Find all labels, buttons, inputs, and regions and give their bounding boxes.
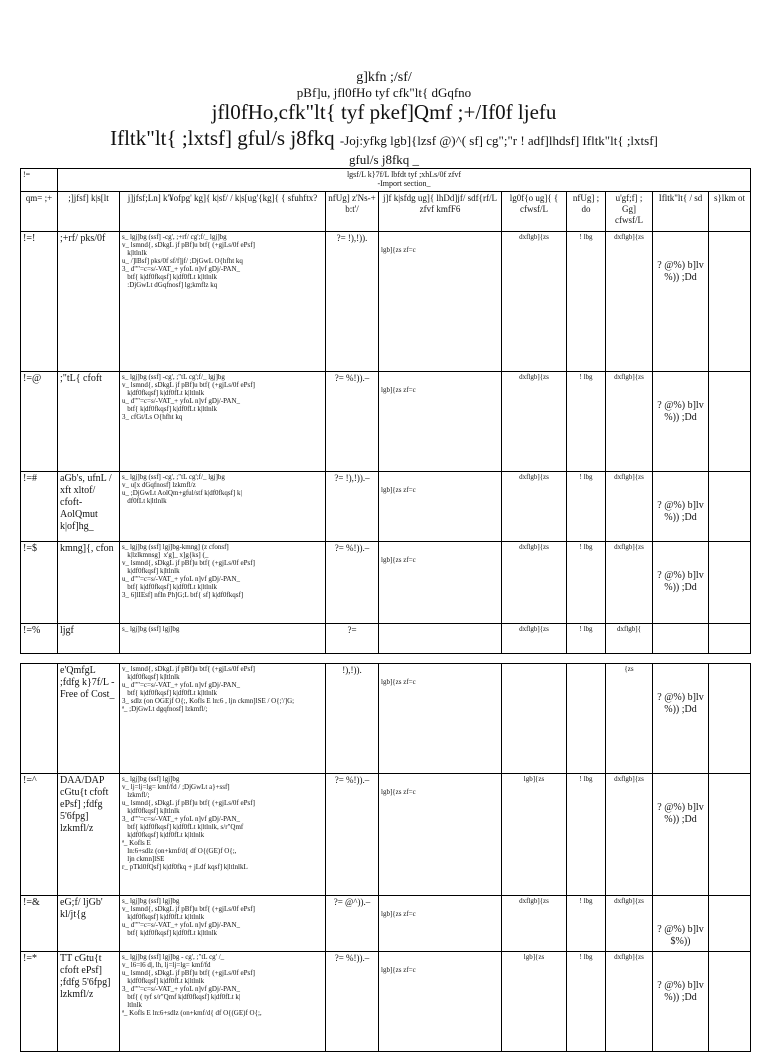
handler-cell bbox=[379, 624, 502, 654]
charter-title-note: -Joj:yfkg lgb]{lzsf @)^( sf] cg";"r ! adf]lhdsf] Ifltk"lt{ ;lxtsf] bbox=[339, 133, 658, 148]
document-item: ª_ Kofls E ln:6+sdlz (on+kmf/d{ df O{(GE)f O{;, bbox=[122, 1009, 262, 1017]
fee-cell: ?= %!)).– bbox=[326, 952, 379, 1052]
document-item: lzkmfl/; bbox=[122, 791, 150, 799]
table-row bbox=[21, 542, 751, 624]
decider-cell: dxflgb]{zs bbox=[502, 372, 567, 472]
time-cell: ! lbg bbox=[567, 896, 606, 952]
required-documents bbox=[120, 774, 326, 896]
compensation-cell: ? @%) b]lv %)) ;Dd bbox=[653, 372, 709, 472]
service-name: ;+rf/ pks/0f bbox=[58, 232, 120, 372]
decider-cell: lgb]{zs bbox=[502, 774, 567, 896]
remarks-cell bbox=[709, 896, 751, 952]
required-documents bbox=[120, 472, 326, 542]
grievance-cell: dxflgb]{zs bbox=[606, 542, 653, 624]
document-item: k|df0fkqsf] k|df0fLt k|ltlnlk bbox=[122, 831, 205, 839]
document-item: v_ l6=l6 d|, lh, lj=lj=lg= kmf/fd bbox=[122, 961, 211, 969]
remarks-cell bbox=[709, 952, 751, 1052]
document-item: 3_ d""=c=s/-VAT_+ yfoL n]vf gDj/-PAN_ bbox=[122, 265, 241, 273]
column-header-3: j]jfsf;Ln] k'¥ofpg' kg]{ k|sf/ / k|s[ug'{kg]{ { sfuhftx? bbox=[120, 192, 326, 232]
document-item: u_ lsmnd{, sDkgL jf pBf]u btf{ (+gjLs/0f ePsf] bbox=[122, 969, 255, 977]
document-list bbox=[122, 775, 323, 871]
document-item: s_ lgj]bg (ssf] lgj]bg - cg', ;"tL cg' /_ bbox=[122, 953, 225, 961]
document-list bbox=[122, 373, 323, 421]
document-item: u_ d""=c=s/-VAT_+ yfoL n]vf gDj/-PAN_ bbox=[122, 921, 241, 929]
document-item: v_ lsmnd{, sDkgL jf pBf]u btf{ (+gjLs/0f ePsf] bbox=[122, 905, 255, 913]
grievance-cell: {zs bbox=[606, 664, 653, 774]
column-header-10: s}lkm ot bbox=[709, 192, 751, 232]
handler-cell: lgb]{zs zf=c bbox=[379, 372, 502, 472]
section-subtitle: -Import section_ bbox=[377, 179, 431, 188]
compensation-cell bbox=[653, 624, 709, 654]
grievance-cell: dxflgb]{ bbox=[606, 624, 653, 654]
document-item: u_ lsmnd{, sDkgL jf pBf]u btf{ (+gjLs/0f ePsf] bbox=[122, 799, 255, 807]
document-item: v_ lsmnd{, sDkgL jf pBf]u btf{ (+gjLs/0f ePsf] bbox=[122, 665, 255, 673]
document-item: u_ /]lBsf] pks/0f sf/f]jf/ ;DjGwL O{hfht kq bbox=[122, 257, 243, 265]
grievance-cell: dxflgb]{zs bbox=[606, 952, 653, 1052]
row-number: !=! bbox=[21, 232, 58, 372]
document-item: btf{ k|df0fkqsf] k|df0fLt k|ltlnlk bbox=[122, 929, 218, 937]
decider-cell: dxflgb]{zs bbox=[502, 472, 567, 542]
remarks-cell bbox=[709, 472, 751, 542]
decider-cell: dxflgb]{zs bbox=[502, 896, 567, 952]
service-name: aGb's, ufnL / xft xltof/ cfoft- AolQmut k|of]hg_ bbox=[58, 472, 120, 542]
document-item: v_ lsmnd{, sDkgL jf pBf]u btf{ (+gjLs/0f ePsf] bbox=[122, 241, 255, 249]
document-item: s_ lgj]bg (ssf] -cg', ;"tL cg';f/_ lgj]bg bbox=[122, 373, 225, 381]
time-cell bbox=[567, 664, 606, 774]
table-row bbox=[21, 372, 751, 472]
document-list bbox=[122, 233, 323, 289]
fee-cell: ?= %!)).– bbox=[326, 372, 379, 472]
service-name: ;"tL{ cfoft bbox=[58, 372, 120, 472]
handler-cell: lgb]{zs zf=c bbox=[379, 472, 502, 542]
handler-cell: lgb]{zs zf=c bbox=[379, 952, 502, 1052]
column-header-2: ;]jfsf] k|s[lt bbox=[58, 192, 120, 232]
charter-subtitle: gful/s j8fkq _ bbox=[348, 152, 420, 167]
grievance-cell: dxflgb]{zs bbox=[606, 774, 653, 896]
document-list bbox=[122, 543, 323, 599]
document-item: k|lzlkmnsg] x'g]_ x]g{ks] (_ bbox=[122, 551, 209, 559]
compensation-cell: ? @%) b]lv %)) ;Dd bbox=[653, 232, 709, 372]
document-item: k|df0fkqsf] k|ltlnlk bbox=[122, 567, 180, 575]
document-item: 3_ d""=c=s/-VAT_+ yfoL n]vf gDj/-PAN_ bbox=[122, 985, 241, 993]
document-item: 3_ d""=c=s/-VAT_+ yfoL n]vf gDj/-PAN_ bbox=[122, 815, 241, 823]
document-list bbox=[122, 953, 323, 1017]
remarks-cell bbox=[709, 774, 751, 896]
row-number: !=^ bbox=[21, 774, 58, 896]
section-title-cell bbox=[58, 169, 751, 192]
document-item: s_ lgj]bg (ssf] lgj]bg bbox=[122, 897, 180, 905]
document-list bbox=[122, 473, 323, 505]
table-row bbox=[21, 774, 751, 896]
row-number: !=@ bbox=[21, 372, 58, 472]
compensation-cell: ? @%) b]lv $%)) bbox=[653, 896, 709, 952]
document-item: s_ lgj]bg (ssf] lgj]bg bbox=[122, 775, 180, 783]
service-table-bottom bbox=[20, 663, 751, 1052]
time-cell: ! lbg bbox=[567, 774, 606, 896]
document-list bbox=[122, 897, 323, 937]
column-header-row bbox=[21, 192, 751, 232]
grievance-cell: dxflgb]{zs bbox=[606, 372, 653, 472]
document-item: u_ d""=c=s/-VAT_+ yfoL n]vf gDj/-PAN_ bbox=[122, 681, 241, 689]
fee-cell: ?= !),!)). bbox=[326, 232, 379, 372]
document-item: ª_ Kofls E bbox=[122, 839, 151, 847]
time-cell: ! lbg bbox=[567, 624, 606, 654]
required-documents bbox=[120, 952, 326, 1052]
column-header-7: nfUg] ; do bbox=[567, 192, 606, 232]
time-cell: ! lbg bbox=[567, 952, 606, 1052]
document-item: v_ lsmnd{, sDkgL jf pBf]u btf{ (+gjLs/0f ePsf] bbox=[122, 381, 255, 389]
document-item: s_ lgj]bg (ssf] -cg', ;"tL cg';f/_ lgj]bg bbox=[122, 473, 225, 481]
document-item: df0fLt k|ltlnlk bbox=[122, 497, 167, 505]
document-item: k|df0fkqsf] k|ltlnlk bbox=[122, 807, 180, 815]
required-documents bbox=[120, 664, 326, 774]
table-row bbox=[21, 232, 751, 372]
column-header-8: u'gf;f] ; Gg] cfwsf/L bbox=[606, 192, 653, 232]
ministry-heading-1: g]kfn ;/sf/ bbox=[356, 70, 412, 85]
remarks-cell bbox=[709, 664, 751, 774]
compensation-cell: ? @%) b]lv %)) ;Dd bbox=[653, 472, 709, 542]
column-header-4: nfUg] z'Ns-+ b:t'/ bbox=[326, 192, 379, 232]
document-item: k|ltlnlk bbox=[122, 249, 147, 257]
document-item: btf{ ( tyf s/r"Qmf k|df0fkqsf] k|df0fLt k| bbox=[122, 993, 241, 1001]
required-documents bbox=[120, 232, 326, 372]
document-item: ln:6+sdlz (on+kmf/d{ df O{(GE)f O{;, bbox=[122, 847, 237, 855]
handler-cell: lgb]{zs zf=c bbox=[379, 542, 502, 624]
handler-cell: lgb]{zs zf=c bbox=[379, 774, 502, 896]
document-item: btf{ k|df0fkqsf] k|df0fLt k|ltlnlk bbox=[122, 273, 218, 281]
section-title: lgsf/L k}7f/L lbfdt tyf ;xhLs/0f zfvf bbox=[346, 170, 462, 179]
remarks-cell bbox=[709, 232, 751, 372]
grievance-cell: dxflgb]{zs bbox=[606, 232, 653, 372]
section-index: != bbox=[21, 169, 58, 192]
document-item: btf{ k|df0fkqsf] k|df0fLt k|ltlnlk, s/r"Qmf bbox=[122, 823, 244, 831]
table-row bbox=[21, 664, 751, 774]
handler-cell: lgb]{zs zf=c bbox=[379, 664, 502, 774]
section-header-row bbox=[21, 169, 751, 192]
remarks-cell bbox=[709, 542, 751, 624]
document-item: ljn ckmn]lSE bbox=[122, 855, 165, 863]
required-documents bbox=[120, 896, 326, 952]
service-name: e'QmfgL ;fdfg k}7f/L -Free of Cost_ bbox=[58, 664, 120, 774]
charter-title-main: Ifltk"lt{ ;lxtsf] gful/s j8fkq bbox=[110, 126, 335, 150]
service-name: TT cGtu{t cfoft ePsf] ;fdfg 5'6fpg] lzkmfl/z bbox=[58, 952, 120, 1052]
table-row bbox=[21, 896, 751, 952]
compensation-cell: ? @%) b]lv %)) ;Dd bbox=[653, 542, 709, 624]
document-item: s_ lgj]bg (ssf] lgj]bg-kmng] (z cfonsf] bbox=[122, 543, 229, 551]
row-number bbox=[21, 664, 58, 774]
document-item: btf{ k|df0fkqsf] k|df0fLt k|ltlnlk bbox=[122, 583, 218, 591]
required-documents bbox=[120, 542, 326, 624]
handler-cell: lgb]{zs zf=c bbox=[379, 232, 502, 372]
document-item: u_ ;DjGwLt AolQm+gful/stf k|df0fkqsf] k| bbox=[122, 489, 242, 497]
table-row bbox=[21, 624, 751, 654]
table-row bbox=[21, 952, 751, 1052]
column-header-6: lg0f{o ug]{ { cfwsf/L bbox=[502, 192, 567, 232]
document-item: u_ d""=c=s/-VAT_+ yfoL n]vf gDj/-PAN_ bbox=[122, 397, 241, 405]
document-item: 3_ sdlz (on OGEjf O{;, Kofls E ln:6 , ljn ckmn]lSE / O{;'/]G; bbox=[122, 697, 295, 705]
decider-cell: dxflgb]{zs bbox=[502, 232, 567, 372]
service-name: eG;f/ ljGb' kl/jt{g bbox=[58, 896, 120, 952]
department-heading: jfl0fHo,cfk"lt{ tyf pkef]Qmf ;+/If0f ljefu bbox=[211, 100, 557, 124]
table-row bbox=[21, 472, 751, 542]
remarks-cell bbox=[709, 372, 751, 472]
document-item: btf{ k|df0fkqsf] k|df0fLt k|ltlnlk bbox=[122, 405, 218, 413]
row-number: !=& bbox=[21, 896, 58, 952]
compensation-cell: ? @%) b]lv %)) ;Dd bbox=[653, 664, 709, 774]
decider-cell bbox=[502, 664, 567, 774]
document-item: ª_ ;DjGwLt dgqfnosf] lzkmfl/; bbox=[122, 705, 208, 713]
column-header-1: qm= ;+ bbox=[21, 192, 58, 232]
document-item: v_ u[x dGqfnosf] lzkmfl/z bbox=[122, 481, 196, 489]
fee-cell: !),!)). bbox=[326, 664, 379, 774]
document-list bbox=[122, 625, 323, 633]
fee-cell: ?= %!)).– bbox=[326, 542, 379, 624]
service-table-top bbox=[20, 168, 751, 654]
document-item: k|df0fkqsf] k|df0fLt k|ltlnlk bbox=[122, 389, 205, 397]
document-item: s_ lgj]bg (ssf] -cg', ;+rf/ cg';f/_ lgj]bg bbox=[122, 233, 227, 241]
service-name: kmng]{, cfon bbox=[58, 542, 120, 624]
document-item: k|df0fkqsf] k|df0fLt k|ltlnlk bbox=[122, 913, 205, 921]
fee-cell: ?= @^)).– bbox=[326, 896, 379, 952]
required-documents bbox=[120, 624, 326, 654]
document-item: :DjGwLt dGqfnosf] lg;kmflz kq bbox=[122, 281, 218, 289]
decider-cell: dxflgb]{zs bbox=[502, 624, 567, 654]
compensation-cell: ? @%) b]lv %)) ;Dd bbox=[653, 774, 709, 896]
fee-cell: ?= %!)).– bbox=[326, 774, 379, 896]
grievance-cell: dxflgb]{zs bbox=[606, 896, 653, 952]
row-number: !=* bbox=[21, 952, 58, 1052]
document-item: v_ lj=lj=lg= kmf/fd / ;DjGwLt a}+ssf] bbox=[122, 783, 230, 791]
ministry-heading-2: pBf]u, jfl0fHo tyf cfk"lt{ dGqfno bbox=[296, 85, 472, 100]
decider-cell: dxflgb]{zs bbox=[502, 542, 567, 624]
document-item: s_ lgj]bg (ssf] lgj]bg bbox=[122, 625, 180, 633]
fee-cell: ?= !),!)).– bbox=[326, 472, 379, 542]
decider-cell: lgb]{zs bbox=[502, 952, 567, 1052]
time-cell: ! lbg bbox=[567, 372, 606, 472]
grievance-cell: dxflgb]{zs bbox=[606, 472, 653, 542]
row-number: !=% bbox=[21, 624, 58, 654]
service-name: ljgf bbox=[58, 624, 120, 654]
column-header-9: Ifltk"lt{ / sd bbox=[653, 192, 709, 232]
service-name: DAA/DAP cGtu{t cfoft ePsf] ;fdfg 5'6fpg] lzkmfl/z bbox=[58, 774, 120, 896]
document-item: 3_ 6]lIEsf] nfIn Ph]G;L btf{ sf] k|df0fkqsf] bbox=[122, 591, 244, 599]
document-item: r_ pTkl0fQsf] k|df0fkq + jLdf kqsf] k|ltlnlkL bbox=[122, 863, 248, 871]
document-item: 3_ cfGt/Ls O{hfht kq bbox=[122, 413, 183, 421]
document-item: ltlnlk bbox=[122, 1001, 143, 1009]
row-number: !=$ bbox=[21, 542, 58, 624]
remarks-cell bbox=[709, 624, 751, 654]
document-list bbox=[122, 665, 323, 713]
time-cell: ! lbg bbox=[567, 542, 606, 624]
document-item: v_ lsmnd{, sDkgL jf pBf]u btf{ (+gjLs/0f ePsf] bbox=[122, 559, 255, 567]
compensation-cell: ? @%) b]lv %)) ;Dd bbox=[653, 952, 709, 1052]
time-cell: ! lbg bbox=[567, 232, 606, 372]
document-item: k|df0fkqsf] k|ltlnlk bbox=[122, 673, 180, 681]
document-item: btf{ k|df0fkqsf] k|df0fLt k|ltlnlk bbox=[122, 689, 218, 697]
column-header-5: j]f k|sfdg ug]{ lhDd]jf/ sdf{rf/L zfvf kmfF6 bbox=[379, 192, 502, 232]
fee-cell: ?= bbox=[326, 624, 379, 654]
document-item: u_ d""=c=s/-VAT_+ yfoL n]vf gDj/-PAN_ bbox=[122, 575, 241, 583]
required-documents bbox=[120, 372, 326, 472]
charter-title bbox=[0, 126, 768, 151]
document-item: k|df0fkqsf] k|df0fLt k|ltlnlk bbox=[122, 977, 205, 985]
time-cell: ! lbg bbox=[567, 472, 606, 542]
handler-cell: lgb]{zs zf=c bbox=[379, 896, 502, 952]
row-number: !=# bbox=[21, 472, 58, 542]
